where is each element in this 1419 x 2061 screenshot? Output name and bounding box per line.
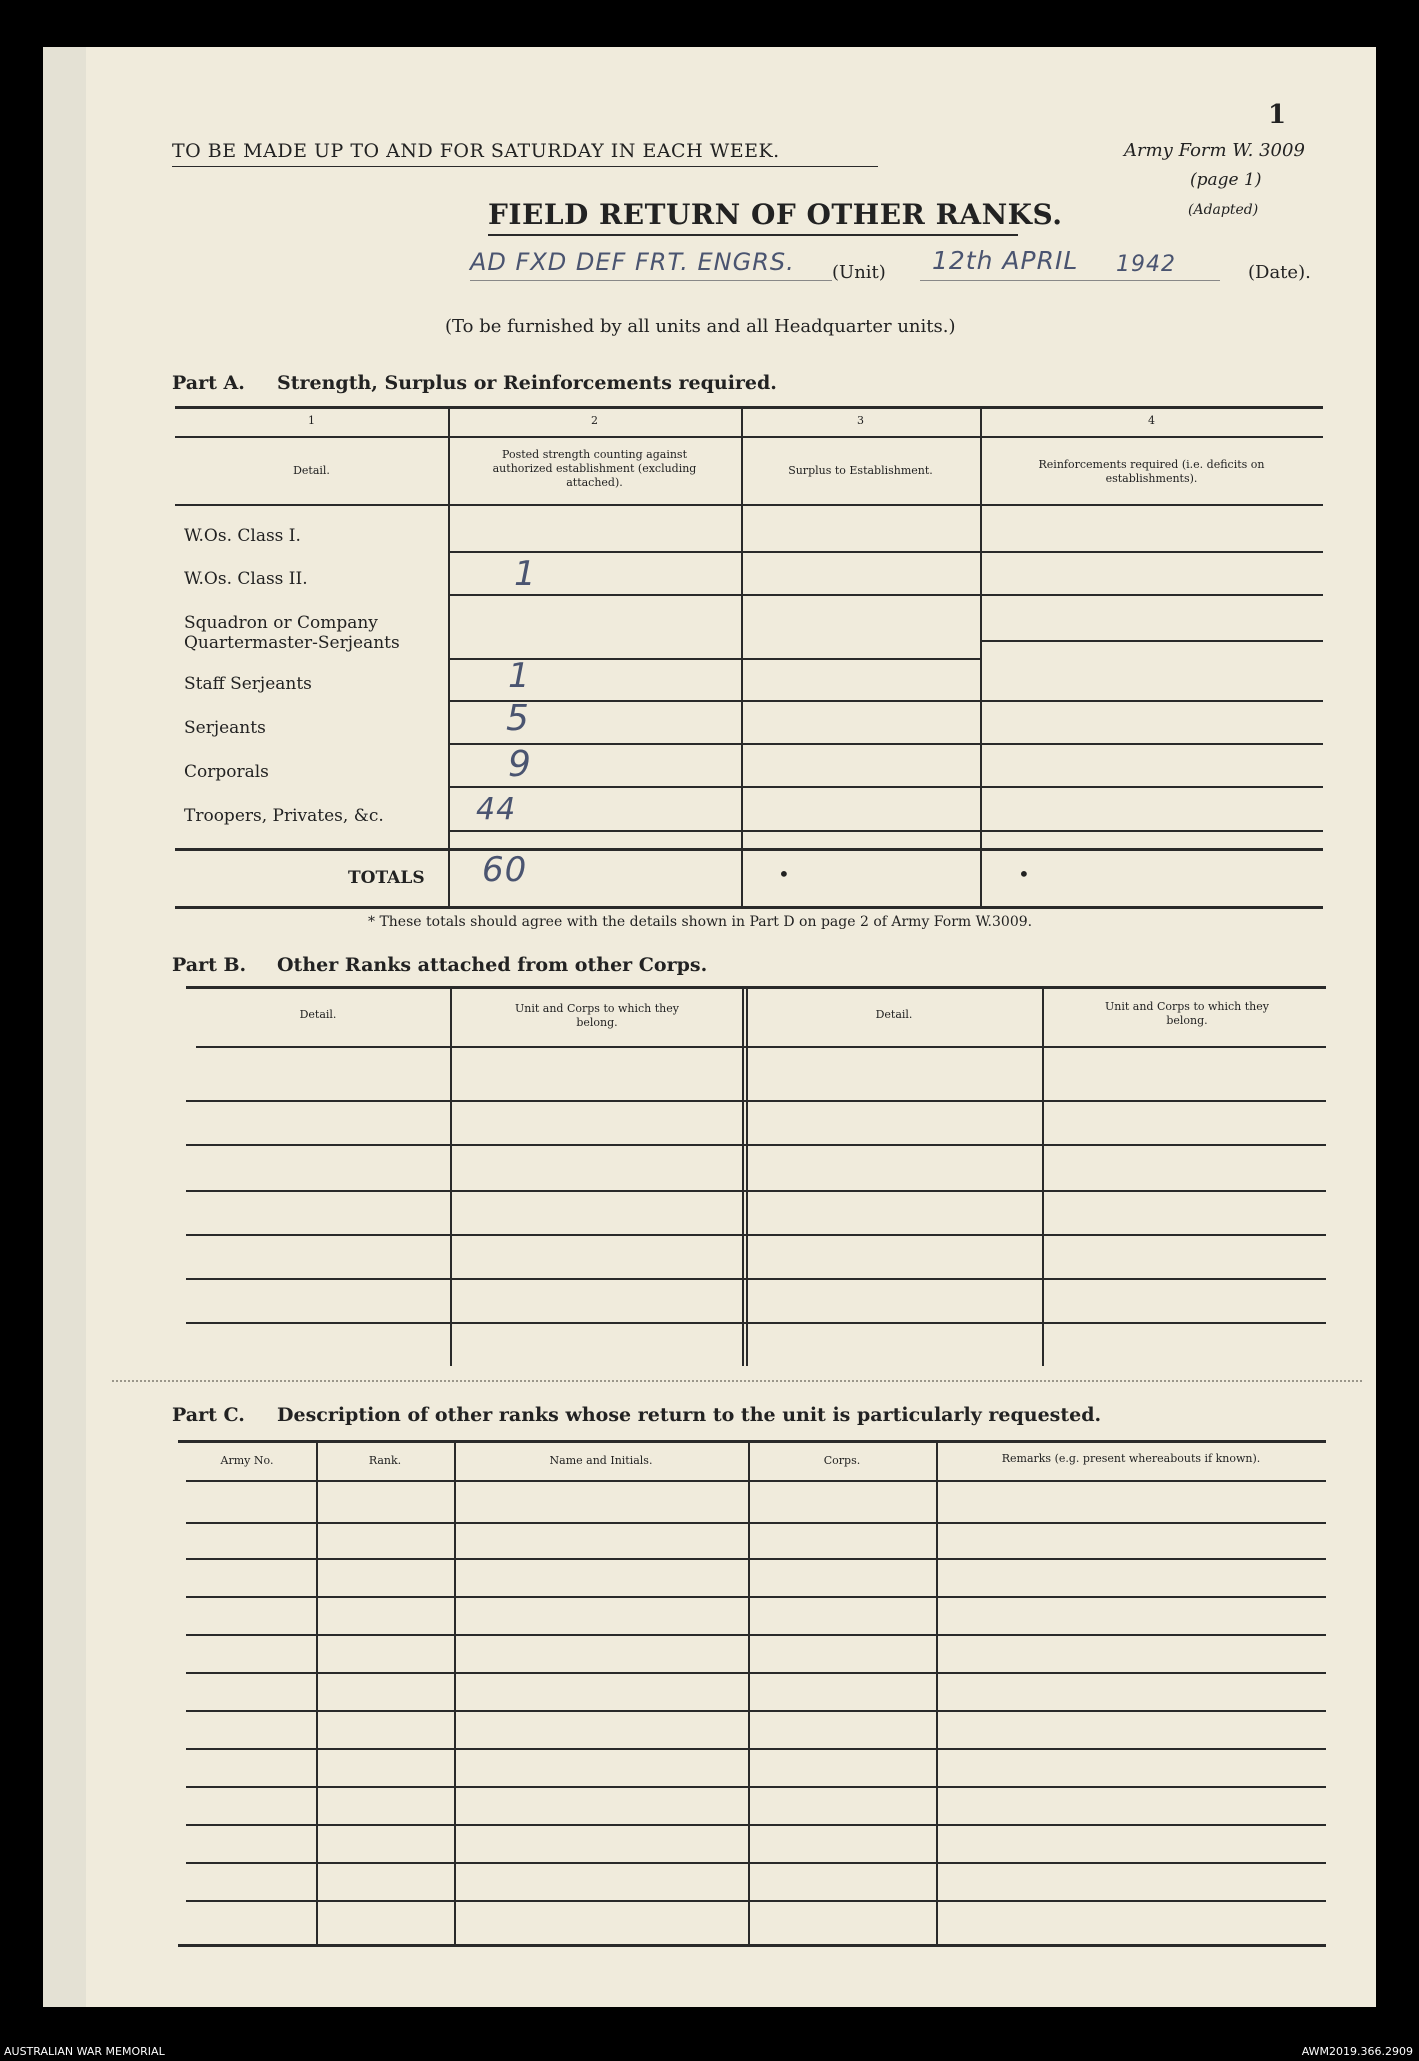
row-label-wo-class-2: W.Os. Class II. [184,569,308,589]
instruction-text: TO BE MADE UP TO AND FOR SATURDAY IN EACH WEEK. [172,140,780,162]
part-b-title: Part B. [172,954,247,976]
col-header-reinforcements: Reinforcements required (i.e. deficits on establishments). [1038,458,1265,485]
part-b-header-unit-1: Unit and Corps to which they belong. [515,1002,679,1029]
col-header-posted-strength: Posted strength counting against authorized establishment (excluding attached). [492,448,697,489]
binding-strip [43,47,86,2007]
form-title: FIELD RETURN OF OTHER RANKS. [488,198,1063,231]
part-c-header-remarks: Remarks (e.g. present whereabouts if known). [1001,1452,1261,1465]
part-c-subtitle: Description of other ranks whose return to the unit is particularly requested. [277,1404,1102,1426]
part-c-header-name: Name and Initials. [549,1454,653,1467]
row-label-staff-serjeants: Staff Serjeants [184,674,312,694]
col-number-2: 2 [591,414,598,427]
part-c-header-army-no: Army No. [220,1454,274,1467]
row-label-wo-class-1: W.Os. Class I. [184,526,301,546]
part-b-subtitle: Other Ranks attached from other Corps. [277,954,708,976]
page-mark: 1 [1268,100,1287,130]
part-a-footnote: * These totals should agree with the details shown in Part D on page 2 of Army Form W.3009. [368,914,1033,930]
row-label-serjeants: Serjeants [184,718,266,738]
furnish-note: (To be furnished by all units and all Headquarter units.) [445,316,956,337]
part-b-header-unit-2: Unit and Corps to which they belong. [1105,1000,1269,1027]
adapted-label: (Adapted) [1188,202,1259,218]
col-number-3: 3 [857,414,864,427]
part-a-subtitle: Strength, Surplus or Reinforcements required. [277,372,777,394]
col-header-detail: Detail. [293,464,330,477]
unit-value: AD FXD DEF FRT. ENGRS. [470,248,795,276]
part-c-header-corps: Corps. [823,1454,861,1467]
perforation-line [112,1380,1362,1382]
totals-label: TOTALS [348,868,425,888]
value-troopers: 44 [476,792,517,827]
date-label: (Date). [1248,262,1311,283]
totals-value: 60 [482,850,528,890]
row-label-cqms: Squadron or Company Quartermaster-Serjeants [184,613,400,653]
col-header-surplus: Surplus to Establishment. [788,464,933,477]
footer-source: AUSTRALIAN WAR MEMORIAL [4,2045,165,2058]
value-staff-serjeants: 1 [508,656,531,696]
part-c-title: Part C. [172,1404,245,1426]
value-corporals: 9 [508,744,532,785]
part-a-title: Part A. [172,372,245,394]
part-b-header-detail-2: Detail. [875,1008,913,1021]
footer-reference: AWM2019.366.2909 [1301,2045,1413,2058]
value-wo-class-2: 1 [514,554,537,594]
totals-reinforcements-mark: • [1018,862,1030,886]
title-underline [488,234,1018,236]
unit-label: (Unit) [832,262,886,283]
part-b-header-detail-1: Detail. [299,1008,337,1021]
instruction-underline [172,166,878,167]
row-label-corporals: Corporals [184,762,269,782]
totals-surplus-mark: • [778,862,790,886]
col-number-1: 1 [308,414,315,427]
date-dotted-line [920,280,1220,281]
date-value: 12th APRIL [932,246,1079,275]
part-c-header-rank: Rank. [368,1454,402,1467]
page-number: (page 1) [1190,170,1262,190]
unit-dotted-line [470,280,832,281]
col-number-4: 4 [1148,414,1155,427]
row-label-troopers: Troopers, Privates, &c. [184,806,384,826]
form-number: Army Form W. 3009 [1124,140,1305,161]
year-value: 1942 [1116,252,1176,277]
value-serjeants: 5 [506,698,530,739]
